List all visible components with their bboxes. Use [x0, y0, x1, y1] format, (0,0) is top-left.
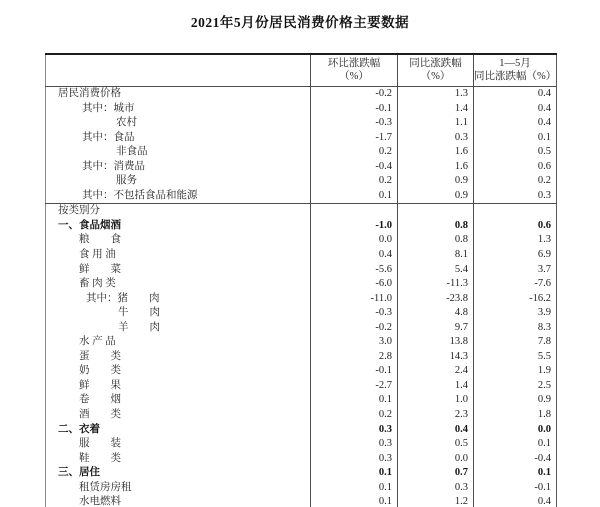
row-value: 0.1	[474, 466, 557, 481]
row-value	[398, 204, 474, 219]
row-value: 0.7	[398, 466, 474, 481]
table-row	[46, 87, 557, 102]
table-row	[46, 393, 557, 408]
row-label: 其中：城市	[82, 102, 135, 114]
row-value: -0.4	[311, 160, 398, 175]
row-value: -7.6	[474, 277, 557, 292]
row-label: 食 用 油	[79, 249, 116, 261]
row-value: 0.5	[474, 145, 557, 160]
row-value: -11.0	[311, 292, 398, 307]
row-value: 8.1	[398, 248, 474, 263]
row-label: 二、衣着	[58, 423, 100, 435]
row-label: 其中：不包括食品和能源	[82, 189, 198, 201]
col-header-line: 同比涨跌幅	[409, 58, 462, 69]
row-label: 鞋 类	[79, 452, 121, 464]
table-row	[46, 437, 557, 452]
row-label: 居民消费价格	[58, 88, 121, 99]
row-value: 0.1	[311, 393, 398, 408]
row-label: 其中：消费品	[82, 160, 145, 172]
col-header-line: 环比涨跌幅	[327, 58, 381, 69]
table-row	[46, 263, 557, 278]
table-row	[46, 204, 557, 219]
row-label: 水电燃料	[79, 496, 121, 507]
row-label: 水 产 品	[79, 336, 116, 348]
table-row	[46, 174, 557, 189]
table-row	[46, 233, 557, 248]
table-row	[46, 160, 557, 175]
row-label: 畜 肉 类	[79, 278, 116, 290]
row-value: 2.8	[311, 350, 398, 365]
row-label: 按类别分	[46, 204, 311, 219]
row-value: -0.2	[311, 87, 398, 102]
col-header-line: 同比涨跌幅（%）	[474, 70, 557, 82]
row-value: 0.1	[311, 495, 398, 507]
row-value: -0.1	[311, 102, 398, 117]
row-value: -1.0	[311, 219, 398, 234]
row-value: 6.9	[474, 248, 557, 263]
table-row	[46, 292, 557, 307]
row-label: 三、居住	[58, 467, 100, 479]
row-value: 7.8	[474, 335, 557, 350]
table-row	[46, 145, 557, 160]
row-value: 0.0	[474, 423, 557, 438]
table-row	[46, 189, 557, 204]
row-value: 1.0	[398, 393, 474, 408]
row-value: 5.5	[474, 350, 557, 365]
table-row	[46, 379, 557, 394]
row-value: 0.5	[398, 437, 474, 452]
table-row	[46, 364, 557, 379]
row-label: 粮 食	[79, 234, 121, 246]
row-value: 1.2	[398, 495, 474, 507]
row-label: 鲜 菜	[79, 263, 121, 275]
row-value: 0.4	[474, 495, 557, 507]
row-value: 1.4	[398, 102, 474, 117]
page-title: 2021年5月份居民消费价格主要数据	[190, 15, 410, 30]
row-value: 1.6	[398, 160, 474, 175]
row-label: 奶 类	[79, 365, 121, 377]
row-value: 14.3	[398, 350, 474, 365]
table-row	[46, 248, 557, 263]
row-value: 0.8	[398, 219, 474, 234]
row-value: 0.4	[474, 102, 557, 117]
row-value: -11.3	[398, 277, 474, 292]
row-value: -0.3	[311, 116, 398, 131]
row-value: 0.2	[311, 145, 398, 160]
col-header-line: （%）	[339, 70, 369, 82]
row-value: 8.3	[474, 321, 557, 336]
row-value: 13.8	[398, 335, 474, 350]
row-value: -1.7	[311, 131, 398, 146]
row-value: 0.1	[474, 131, 557, 146]
row-value: 0.0	[398, 452, 474, 467]
row-label: 卷 烟	[79, 394, 121, 406]
row-value: -0.2	[311, 321, 398, 336]
row-value: 0.3	[311, 452, 398, 467]
row-value: -6.0	[311, 277, 398, 292]
row-value: 0.4	[474, 116, 557, 131]
row-value: 0.6	[474, 219, 557, 234]
row-value	[474, 204, 557, 219]
row-value: 1.3	[398, 87, 474, 102]
table-body	[46, 87, 557, 507]
row-value: 0.1	[311, 466, 398, 481]
table-row	[46, 219, 557, 234]
row-label: 其中：猪 肉	[86, 292, 160, 304]
row-label: 酒 类	[79, 409, 121, 421]
row-value: -5.6	[311, 263, 398, 278]
col-header-yoy-change	[398, 54, 474, 87]
row-value: -23.8	[398, 292, 474, 307]
row-value	[311, 204, 398, 219]
row-value: 0.2	[311, 174, 398, 189]
table-row	[46, 495, 557, 507]
row-value: 0.3	[398, 481, 474, 496]
row-label: 鲜 果	[79, 379, 121, 391]
row-label: 农村	[116, 117, 137, 129]
table-row	[46, 466, 557, 481]
col-header-line: 1—5月	[499, 58, 531, 69]
row-value: 0.3	[398, 131, 474, 146]
row-value: 0.4	[398, 423, 474, 438]
row-value: 9.7	[398, 321, 474, 336]
table-row	[46, 423, 557, 438]
table-row	[46, 277, 557, 292]
row-value: 0.2	[474, 174, 557, 189]
row-label: 服 装	[79, 438, 121, 450]
row-label: 羊 肉	[118, 321, 160, 333]
row-value: 0.1	[311, 189, 398, 204]
col-header-line: （%）	[420, 70, 451, 82]
row-value: -0.1	[474, 481, 557, 496]
row-value: 0.3	[311, 423, 398, 438]
col-header-jan-may-yoy-change	[474, 54, 557, 87]
row-value: 0.1	[474, 437, 557, 452]
row-value: 0.2	[311, 408, 398, 423]
row-value: 1.1	[398, 116, 474, 131]
row-value: 3.0	[311, 335, 398, 350]
row-value: 3.7	[474, 263, 557, 278]
row-value: 0.8	[398, 233, 474, 248]
col-header-mom-change	[311, 54, 398, 87]
row-value: 2.4	[398, 364, 474, 379]
row-value: 5.4	[398, 263, 474, 278]
table-header	[46, 54, 557, 87]
row-value: 0.9	[398, 189, 474, 204]
table-row	[46, 452, 557, 467]
row-value: 0.4	[311, 248, 398, 263]
row-value: 0.9	[474, 393, 557, 408]
row-label: 一、食品烟酒	[58, 219, 121, 231]
table-row	[46, 321, 557, 336]
table-row	[46, 335, 557, 350]
table-row	[46, 131, 557, 146]
row-value: 1.8	[474, 408, 557, 423]
row-label: 其中：食品	[82, 131, 135, 143]
row-value: 0.6	[474, 160, 557, 175]
header-row	[46, 54, 557, 87]
row-value: 2.5	[474, 379, 557, 394]
row-value: -16.2	[474, 292, 557, 307]
row-value: 0.3	[311, 437, 398, 452]
table-row	[46, 116, 557, 131]
row-value: 1.6	[398, 145, 474, 160]
row-value: 1.3	[474, 233, 557, 248]
row-value: 1.4	[398, 379, 474, 394]
cpi-table	[45, 53, 557, 507]
table-row	[46, 408, 557, 423]
row-value: -0.3	[311, 306, 398, 321]
row-value: 1.9	[474, 364, 557, 379]
row-value: 0.3	[474, 189, 557, 204]
row-value: 0.0	[311, 233, 398, 248]
row-label: 租赁房房租	[79, 481, 132, 493]
row-label: 蛋 类	[79, 350, 121, 362]
row-value: 0.4	[474, 87, 557, 102]
table-row	[46, 306, 557, 321]
row-value: 3.9	[474, 306, 557, 321]
row-value: 4.8	[398, 306, 474, 321]
row-value: 2.3	[398, 408, 474, 423]
row-value: -0.4	[474, 452, 557, 467]
table-row	[46, 102, 557, 117]
row-value: 0.9	[398, 174, 474, 189]
table-row	[46, 350, 557, 365]
row-value: -2.7	[311, 379, 398, 394]
table-row	[46, 481, 557, 496]
row-value: 0.1	[311, 481, 398, 496]
row-label: 非食品	[116, 146, 148, 158]
row-label: 服务	[116, 175, 137, 187]
corner-cell	[46, 54, 311, 87]
row-label: 牛 肉	[118, 307, 160, 319]
row-value: -0.1	[311, 364, 398, 379]
